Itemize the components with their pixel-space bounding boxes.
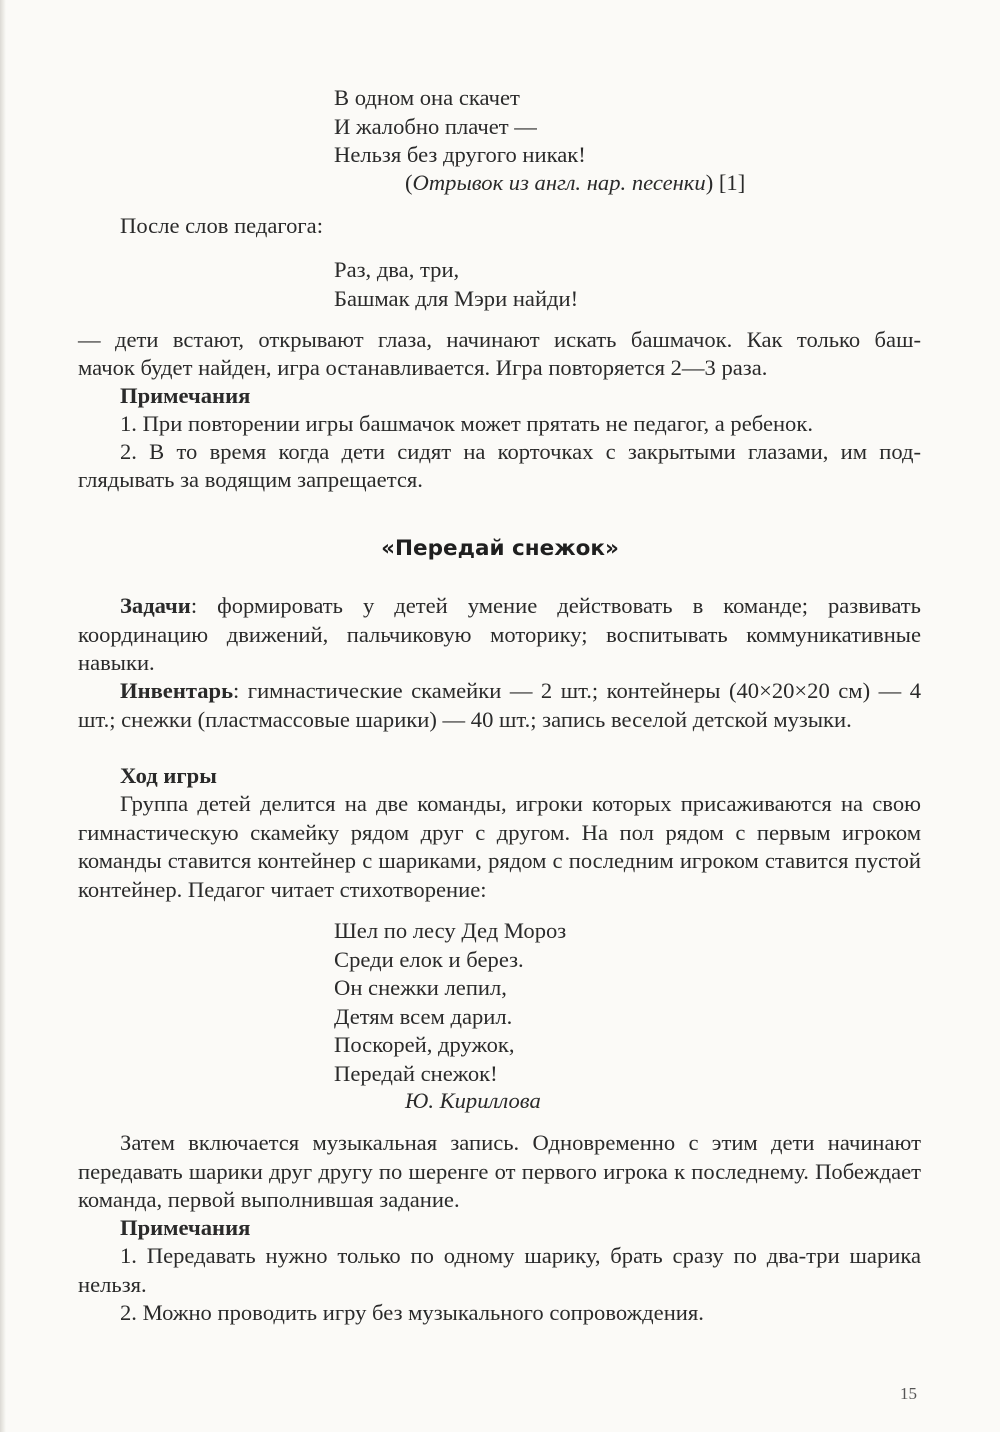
course-paragraph: Группа детей делится на две команды, игроки которых присаживаются на свою гимнастическую скамейку рядом друг с другом. На пол рядом с первым игроком команды ставится контейнер с шариками, рядом с последним игроком ставится пустой контейнер. Педагог читает стихотворение: bbox=[78, 791, 921, 902]
poem-line: Передай снежок! bbox=[334, 1060, 498, 1086]
then-paragraph: Затем включается музыкальная запись. Одновременно с этим дети начинают передавать шарики друг другу по шеренге от первого игрока к последнему. Побеждает команда, первой выполнившая задание. bbox=[78, 1130, 921, 1212]
verse-line: Нельзя без другого никак! bbox=[334, 142, 586, 167]
inventory-label: Инвентарь bbox=[120, 678, 234, 703]
tasks-label: Задачи bbox=[120, 593, 191, 618]
poem-line: Поскорей, дружок, bbox=[334, 1032, 515, 1057]
note-item-continued: глядывать за водящим запрещается. bbox=[78, 467, 423, 492]
inventory-paragraph: Инвентарь: гимнастические скамейки — 2 шт.; контейнеры (40×20×20 см) — 4 шт.; снежки (пластмассовые шарики) — 40 шт.; запись веселой детской музыки. bbox=[78, 678, 921, 732]
verse-line: И жалобно плачет — bbox=[334, 113, 537, 139]
verse-line: Башмак для Мэри найди! bbox=[334, 285, 579, 311]
poem bbox=[334, 917, 566, 1088]
poem-line: Он снежки лепил, bbox=[334, 975, 507, 1000]
poem-line: Детям всем дарил. bbox=[334, 1003, 513, 1029]
course-heading: Ход игры bbox=[120, 763, 217, 788]
verse-line: Раз, два, три, bbox=[334, 257, 460, 282]
poem-line: Шел по лесу Дед Мороз bbox=[334, 918, 567, 943]
notes-heading: Примечания bbox=[120, 383, 251, 408]
game-end-line: — дети встают, открывают глаза, начинают искать башмачок. Как только баш- bbox=[78, 327, 921, 352]
verse-attribution: (Отрывок из англ. нар. песенки) [1] bbox=[405, 170, 746, 195]
notes-heading: Примечания bbox=[120, 1215, 251, 1240]
page-number: 15 bbox=[900, 1384, 917, 1403]
note-item: 1. При повторении игры башмачок может прятать не педагог, а ребенок. bbox=[120, 411, 813, 436]
verse-line: В одном она скачет bbox=[334, 85, 520, 110]
reference-mark: [1] bbox=[718, 170, 746, 195]
note-item: 1. Передавать нужно только по одному шарику, брать сразу по два-три шарика нельзя. bbox=[78, 1243, 921, 1297]
game-end-line: мачок будет найден, игра останавливается. Игра повторяется 2—3 раза. bbox=[78, 355, 768, 380]
note-item: 2. Можно проводить игру без музыкального сопровождения. bbox=[120, 1300, 704, 1325]
note-item: 2. В то время когда дети сидят на корточках с закрытыми глазами, им под- bbox=[120, 439, 921, 464]
after-teacher-words: После слов педагога: bbox=[120, 213, 323, 238]
tasks-paragraph: Задачи: формировать у детей умение действовать в команде; развивать координацию движений, пальчиковую моторику; воспитывать коммуникативные навыки. bbox=[78, 593, 921, 675]
verse-call bbox=[334, 256, 578, 313]
game-title: «Передай снежок» bbox=[381, 536, 619, 561]
poem-line: Среди елок и берез. bbox=[334, 946, 524, 972]
poem-author: Ю. Кириллова bbox=[405, 1088, 541, 1113]
verse-fragment bbox=[334, 84, 586, 170]
